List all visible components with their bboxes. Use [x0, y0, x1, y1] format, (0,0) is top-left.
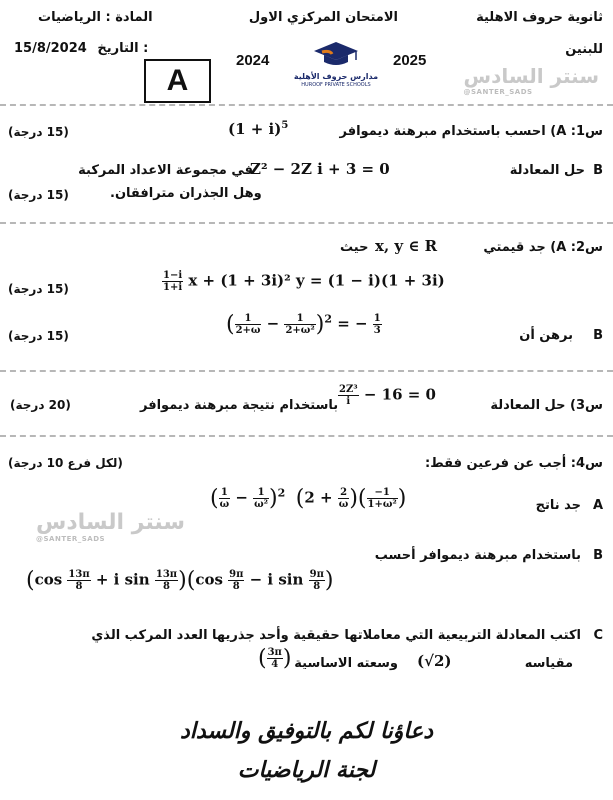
q4-c-modulus: (√2) [417, 652, 452, 670]
q2-b-label: B [593, 328, 603, 343]
year-end: 2025 [393, 52, 427, 69]
q4-a-exponent: 2 [277, 486, 286, 500]
q4-a-f4-num: −1 [367, 487, 398, 499]
footer-wishes: دعاؤنا لكم بالتوفيق والسداد [179, 718, 434, 744]
q3-grade: (20 درجة) [10, 398, 71, 412]
q4-a-f3-den: ω [338, 499, 349, 510]
q1-b-grade: (15 درجة) [8, 188, 69, 202]
logo-arabic: مدارس حروف الأهلية [293, 72, 379, 81]
q3-text2-line: باستخدام نتيجة مبرهنة ديموافر [140, 398, 339, 413]
exam-date [14, 41, 148, 56]
q2-b-text: برهن أن [519, 328, 573, 343]
q4-a-f3 [338, 487, 350, 510]
school-branch: للبنين [565, 42, 603, 57]
q2-b-rhs-num: 1 [373, 313, 381, 324]
q2-b-grade: (15 درجة) [8, 329, 69, 343]
q4-b-label: B [593, 548, 603, 563]
q2-b-exponent: 2 [324, 312, 332, 326]
q4-b-text: باستخدام مبرهنة ديموافر أحسب [374, 548, 581, 563]
q4-a-f1 [219, 487, 231, 510]
q4-b-c2 [155, 569, 178, 592]
section-divider [0, 435, 613, 437]
q4-b-c4 [309, 569, 325, 592]
q4-b-expression: (cos $\frac{13\pi}{8}$ + i sin $\frac{13\pi}{8}$ )(cos $\frac{9\pi}{8}$ − i sin $\frac{9\pi}{8}$ ) [26, 568, 334, 593]
q4-a-f4 [367, 487, 398, 510]
q4-a-f1-den: ω [219, 499, 230, 510]
q2-b-f2-den: 2+ω² [285, 325, 315, 336]
q2-b-f1-num: 1 [235, 313, 262, 325]
q2-b-equation: ( $\frac{1}{2+\omega}$ − $\frac{1}{\text{2+ω²}}$ )$^2$ = − $\frac{1}{3}$ [226, 312, 381, 337]
q4-a-expression: ( $\frac{1}{\omega}$ − $\frac{1}{\text{ω²}}$ )$^2$ (2 + $\frac{2}{\omega}$ )( $\frac{-1}{\text{1+ω²}}$ ) [210, 486, 407, 511]
q4-b-c3-num: 9π [229, 569, 244, 580]
q4-b-c1-num: 13π [68, 569, 90, 580]
section-divider [0, 370, 613, 372]
q2-b-f1-den: 2+ω [235, 325, 261, 336]
exam-model-box: A [144, 59, 211, 103]
q4-c-text1: اكتب المعادلة التربيعية التي معاملاتها حقيقية وأحد جذريها العدد المركب الذي [91, 628, 581, 643]
q3-equation-rest: − 16 = 0 [363, 385, 436, 404]
q1-b-label: B [593, 163, 603, 178]
q4-a-f1-num: 1 [219, 487, 231, 499]
watermark-middle [36, 510, 185, 543]
q2-b-frac2 [284, 313, 315, 336]
q1-b-text3-line: وهل الجذران مترافقان. [110, 186, 262, 201]
q2-a-equation-rest: x + (1 + 3i)² y = (1 − i)(1 + 3i) [188, 271, 445, 290]
date-label: التاريخ : [97, 41, 149, 56]
q4-b-c4-den: 8 [313, 581, 321, 592]
q1-a-base: (1 + i) [228, 120, 282, 138]
q4-c-text3: وسعته الاساسية [294, 656, 398, 671]
q2-a-fraction [162, 270, 183, 293]
section-divider [0, 104, 613, 106]
watermark-text: سنتر السادس [36, 510, 186, 535]
q4-a-f2-den: ω² [254, 499, 269, 510]
logo-english: HUROOF PRIVATE SCHOOLS [301, 82, 371, 88]
q1-a-math [228, 120, 288, 138]
q4-grade: (لكل فرع 10 درجة) [8, 456, 123, 470]
q1-b-text1: حل المعادلة [509, 163, 585, 178]
q2-a-frac-num: 1−i [163, 270, 183, 281]
q1-a-text: س1: A) احسب باستخدام مبرهنة ديموافر [339, 124, 603, 139]
q2-b-rhs-den: 3 [373, 325, 381, 336]
graduation-cap-icon [312, 40, 360, 68]
q4-a-f4-den: 1+ω² [367, 499, 397, 510]
watermark-handle: @SANTER_SADS [463, 88, 533, 96]
q4-a-f3-num: 2 [338, 487, 350, 499]
q1-b-text2: في مجموعة الاعداد المركبة [78, 163, 253, 178]
section-divider [0, 222, 613, 224]
q2-b-frac1 [235, 313, 262, 336]
q4-a-f2-num: 1 [253, 487, 269, 499]
watermark-text: سنتر السادس [463, 64, 599, 88]
q3-text1: س3) حل المعادلة [490, 398, 603, 413]
q2-a-grade: (15 درجة) [8, 282, 69, 296]
subject-label: المادة : الرياضيات [38, 10, 153, 25]
q3-fraction [338, 384, 359, 407]
year-start: 2024 [236, 52, 270, 69]
footer-committee: لجنة الرياضيات [237, 757, 376, 783]
q4-title: س4: أجب عن فرعين فقط: [425, 456, 603, 471]
q4-c-arg-den: 4 [271, 659, 279, 670]
school-logo [286, 40, 386, 89]
q4-b-c1-den: 8 [75, 581, 83, 592]
q4-b-c4-num: 9π [309, 569, 324, 580]
q4-c-text2: مقياسه [524, 656, 573, 671]
q4-a-f2 [253, 487, 269, 510]
q4-b-c1 [67, 569, 90, 592]
q1-a-grade: (15 درجة) [8, 125, 69, 139]
q2-a-vars: x, y ∈ R [375, 237, 438, 255]
school-name: ثانوية حروف الاهلية [476, 10, 603, 25]
q4-c-label: C [593, 628, 603, 643]
q4-a-text: جد ناتج [535, 498, 581, 513]
q1-b-equation: Z² − 2Z i + 3 = 0 [250, 160, 390, 178]
q4-b-c3 [228, 569, 244, 592]
q1-a-exponent: 5 [281, 120, 289, 131]
q2-a-text: س2: A) جد قيمتي [483, 240, 603, 255]
q3-frac-num: 2Z³ [339, 384, 358, 395]
q2-a-text2: حيث [340, 240, 369, 255]
q4-b-c3-den: 8 [232, 581, 240, 592]
date-value: 15/8/2024 [14, 41, 87, 56]
q4-c-arg-frac [267, 647, 283, 670]
q2-b-rhs [373, 313, 382, 336]
watermark-handle: @SANTER_SADS [36, 535, 106, 543]
q3-frac-den: i [346, 396, 351, 407]
q4-c-argument: ( $\frac{3\pi}{4}$ ) [258, 646, 292, 671]
q4-c-arg-num: 3π [267, 647, 282, 658]
q2-a-equation [162, 270, 445, 293]
q4-a-label: A [592, 498, 603, 513]
q4-b-c2-den: 8 [163, 581, 170, 592]
q3-equation [338, 384, 436, 407]
q2-b-f2-num: 1 [284, 313, 315, 325]
watermark-top [464, 64, 600, 96]
q4-b-c2-num: 13π [155, 569, 178, 580]
q2-a-frac-den: 1+i [163, 282, 183, 293]
exam-title: الامتحان المركزي الاول [248, 10, 398, 25]
